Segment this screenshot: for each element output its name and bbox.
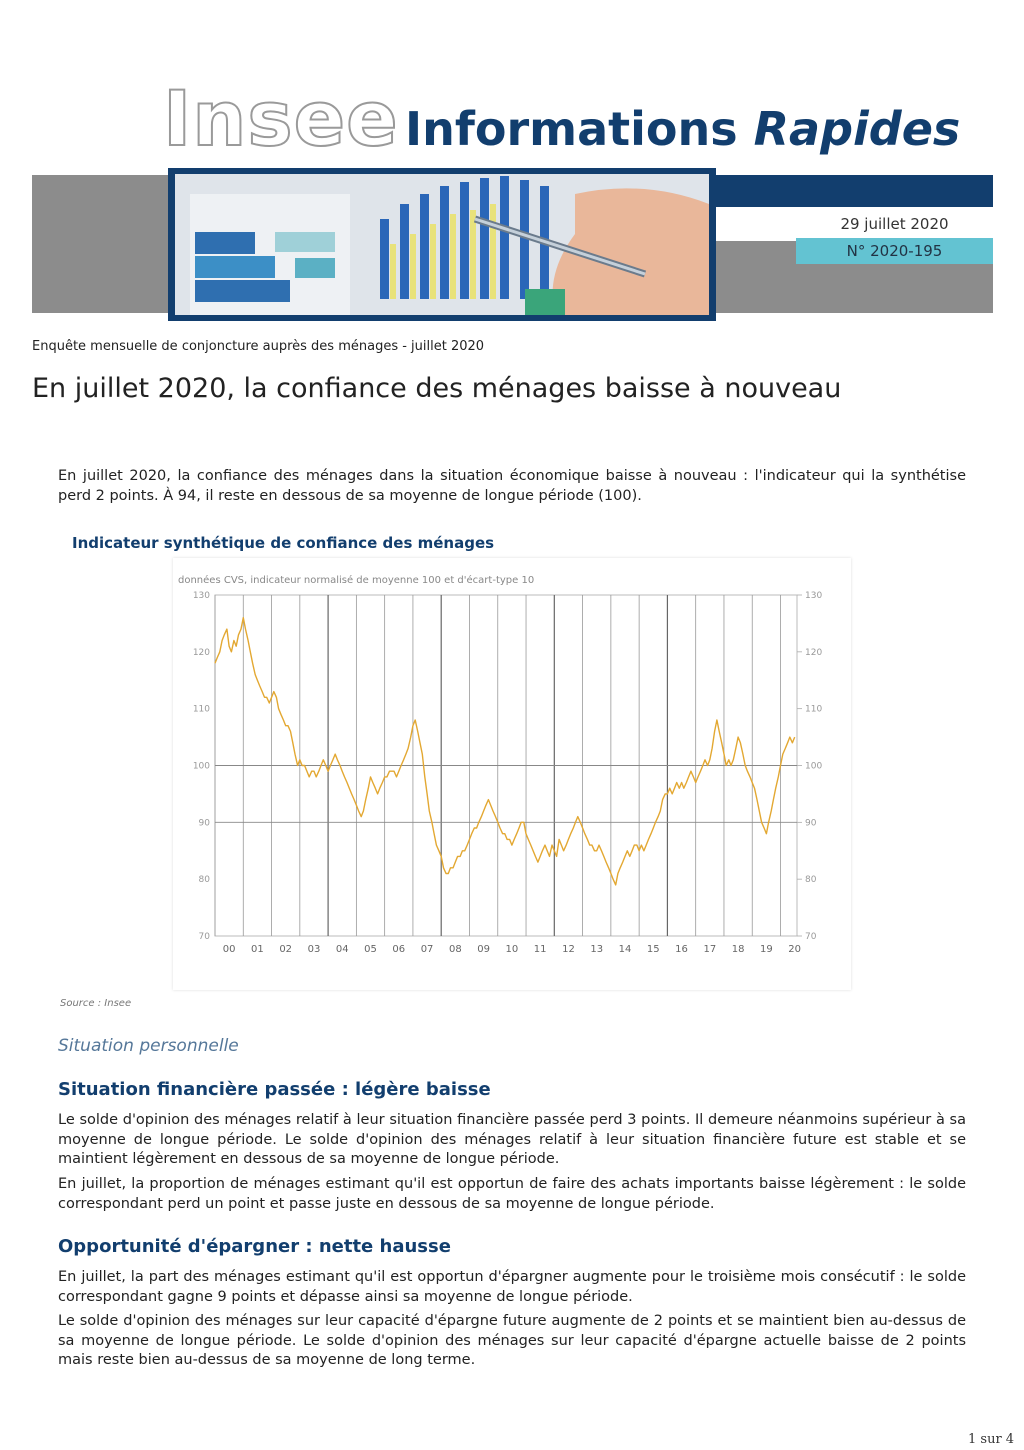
paragraph-savings-1: En juillet, la part des ménages estimant qu'il est opportun d'épargner augmente pour le troisième mois consécutif : le solde correspondant gagne 9 points et dépasse ainsi sa moyenne de longue période. [58,1269,966,1305]
chart-container [173,558,851,990]
x-tick-label: 11 [533,944,547,955]
y-tick-label-left: 130 [192,591,210,601]
x-tick-label: 17 [703,944,717,955]
x-tick-label: 18 [731,944,745,955]
x-tick-label: 10 [505,944,519,955]
x-tick-label: 04 [335,944,349,955]
y-tick-label-right: 70 [805,932,817,942]
y-tick-label-right: 130 [805,591,823,601]
y-tick-label-left: 100 [192,761,210,772]
intro-paragraph: En juillet 2020, la confiance des ménages dans la situation économique baisse à nouveau : l'indicateur qui la synthétise perd 2 points. À 94, il reste en dessous de sa moyenne de longue période (100). [58,468,966,504]
page-title: En juillet 2020, la confiance des ménages baisse à nouveau [32,373,842,404]
publication-title-main: Informations [405,102,738,156]
x-tick-label: 16 [675,944,688,955]
x-tick-label: 09 [477,944,490,955]
publication-title-italic: Rapides [753,102,961,156]
y-tick-label-left: 120 [192,647,210,658]
header-photo-illustration [175,174,709,315]
publication-number: N° 2020-195 [796,238,993,264]
confidence-line-chart [173,558,851,990]
y-tick-label-left: 110 [192,704,210,715]
y-tick-label-right: 120 [805,647,823,658]
y-tick-label-right: 100 [805,761,823,772]
chart-title: Indicateur synthétique de confiance des ménages [72,534,495,552]
x-tick-label: 06 [392,944,406,955]
section-label: Situation personnelle [58,1036,239,1056]
x-tick-label: 03 [307,944,321,955]
heading-savings: Opportunité d'épargner : nette hausse [58,1236,451,1257]
paragraph-savings-2: Le solde d'opinion des ménages sur leur capacité d'épargne future augmente de 2 points et se maintient bien au-dessus de sa moyenne de longue période. Le solde d'opinion des ménages sur leur capacité d'épargne actuelle baisse de 2 points mais reste bien au-dessus de sa moyenne de long terme. [58,1313,966,1368]
header-photo [168,168,716,321]
x-tick-label: 02 [279,944,293,955]
insee-logo: Insee [163,74,399,163]
x-tick-label: 13 [590,944,604,955]
paragraph-financial-1: Le solde d'opinion des ménages relatif à leur situation financière passée perd 3 points. Il demeure néanmoins supérieur à sa moyenne de longue période. Le solde d'opinion des ménages relatif à leur situation financière future est stable et se maintient légèrement en dessous de sa moyenne de longue période. [58,1112,966,1167]
x-tick-label: 20 [788,944,802,955]
x-tick-label: 12 [562,944,575,955]
publication-title [405,102,960,156]
y-tick-label-right: 80 [805,875,817,886]
y-tick-label-right: 90 [805,818,817,829]
x-tick-label: 14 [618,944,632,955]
paragraph-financial-2: En juillet, la proportion de ménages estimant qu'il est opportun de faire des achats importants baisse légèrement : le solde correspondant perd un point et passe juste en dessous de sa moyenne de longue période. [58,1176,966,1212]
heading-financial: Situation financière passée : légère baisse [58,1079,491,1100]
x-tick-label: 08 [448,944,462,955]
confidence-series-line [215,618,795,885]
y-tick-label-left: 90 [198,818,210,829]
chart-source: Source : Insee [60,998,132,1009]
survey-label: Enquête mensuelle de conjoncture auprès des ménages - juillet 2020 [32,339,485,354]
x-tick-label: 19 [760,944,773,955]
page-number: 1 sur 4 [968,1432,1015,1447]
x-tick-label: 07 [420,944,434,955]
x-tick-label: 15 [646,944,660,955]
y-tick-label-right: 110 [805,704,823,715]
x-tick-label: 05 [364,944,377,955]
x-tick-label: 00 [222,944,236,955]
y-tick-label-left: 80 [198,875,210,886]
chart-subtitle: données CVS, indicateur normalisé de moyenne 100 et d'écart-type 10 [178,575,535,586]
x-tick-label: 01 [251,944,264,955]
header-navy-band [716,175,993,207]
y-tick-label-left: 70 [198,932,210,942]
publication-date: 29 juillet 2020 [796,211,993,237]
